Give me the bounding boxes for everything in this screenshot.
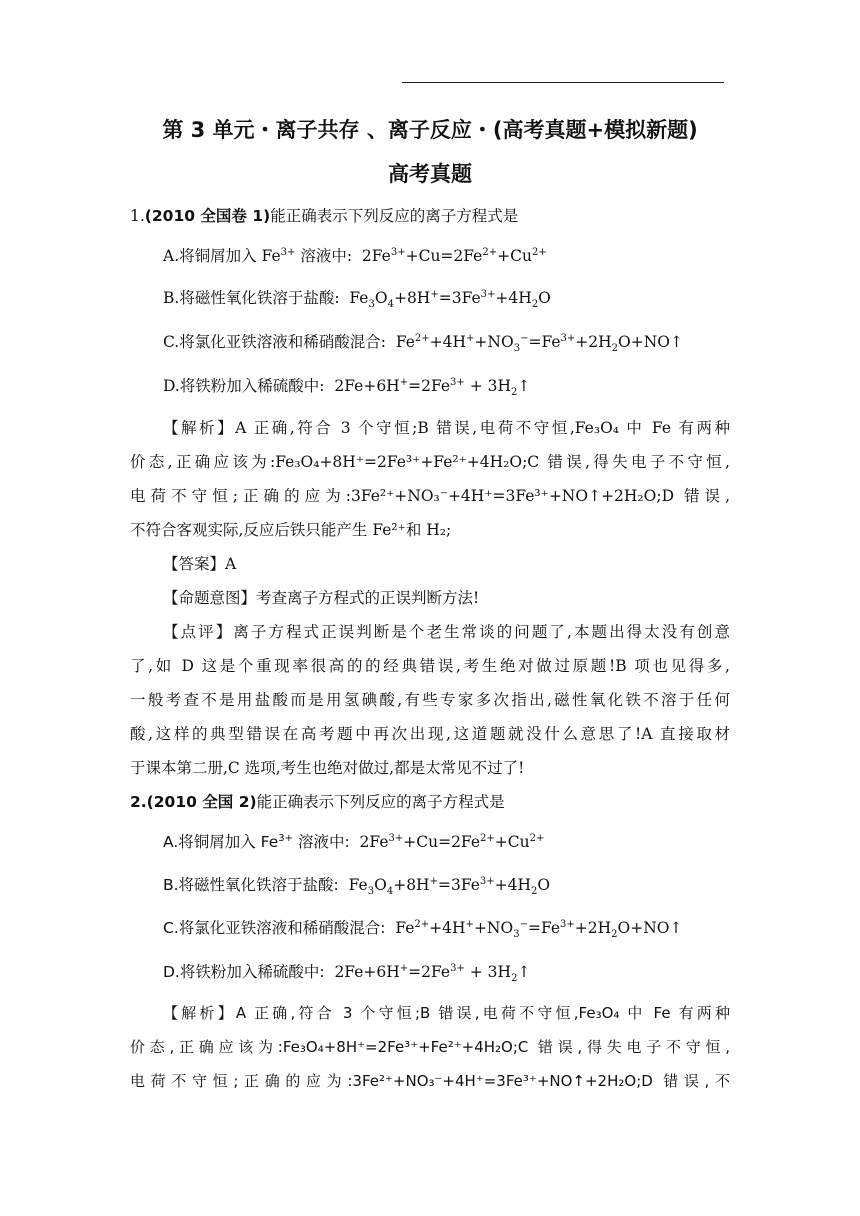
- question-1-source: (2010 全国卷 1): [144, 207, 271, 225]
- q2-option-a: A.将铜屑加入 $Fe^{3+}$ 溶液中: $2Fe^{3+}+Cu=2Fe^{2+}+Cu^{2+}$: [163, 832, 545, 851]
- header-rule: [402, 82, 724, 83]
- q1-option-b-label: B.将磁性氧化铁溶于盐酸:: [163, 289, 340, 307]
- q1-comment-line-5: 于课本第二册,C 选项,考生也绝对做过,都是太常见不过了!: [130, 759, 525, 777]
- q2-option-b: B.将磁性氧化铁溶于盐酸: $Fe_3O_4+8H^+=3Fe^{3+}+4H_2O$: [163, 875, 551, 898]
- question-2-source: 2.(2010 全国 2): [130, 793, 257, 811]
- q1-option-d-label: D.将铁粉加入稀硫酸中:: [163, 377, 325, 395]
- q1-intent: 【命题意图】考查离子方程式的正误判断方法!: [163, 589, 480, 607]
- q1-comment-line-4: 酸,这样的典型错误在高考题中再次出现,这道题就没什么意思了!A 直接取材: [130, 725, 730, 743]
- q1-comment-line-1: 【点评】离子方程式正误判断是个老生常谈的问题了,本题出得太没有创意: [163, 623, 730, 641]
- q1-comment-line-2: 了,如 D 这是个重现率很高的的经典错误,考生绝对做过原题!B 项也见得多,: [130, 657, 730, 675]
- q2-option-d-label: D.将铁粉加入稀硫酸中:: [163, 963, 325, 981]
- q2-option-a-label: A.将铜屑加入 Fe: [163, 833, 279, 851]
- q1-option-a-mid: 溶液中:: [295, 247, 353, 265]
- q1-answer: 【答案】A: [163, 555, 237, 573]
- q1-analysis-line-1: 【解析】A 正确,符合 3 个守恒;B 错误,电荷不守恒,Fe₃O₄ 中 Fe 有两种: [163, 419, 730, 437]
- q2-option-c: C.将氯化亚铁溶液和稀硝酸混合: $Fe^{2+}+4H^++NO_3^-=Fe^{3+}+2H_2O+NO↑$: [163, 918, 683, 941]
- question-2-stem: 能正确表示下列反应的离子方程式是: [256, 793, 505, 811]
- q1-analysis-line-4: 不符合客观实际,反应后铁只能产生 Fe²⁺和 H₂;: [130, 521, 452, 539]
- q1-analysis-line-3: 电荷不守恒;正确的应为:3Fe²⁺+NO₃⁻+4H⁺=3Fe³⁺+NO↑+2H₂O;D 错误,: [130, 487, 730, 505]
- q1-analysis-line-2: 价态,正确应该为:Fe₃O₄+8H⁺=2Fe³⁺+Fe²⁺+4H₂O;C 错误,得失电子不守恒,: [130, 453, 730, 471]
- q1-option-a-label: A.将铜屑加入 Fe: [163, 247, 281, 265]
- q1-option-c: C.将氯化亚铁溶液和稀硝酸混合: $Fe^{2+}+4H^++NO_3^-=Fe^{3+}+2H_2O+NO↑$: [163, 332, 683, 355]
- question-1-header: [130, 204, 518, 226]
- q2-analysis-line-1: 【解析】A 正确,符合 3 个守恒;B 错误,电荷不守恒,Fe₃O₄ 中 Fe 有两种: [163, 1004, 730, 1022]
- q2-option-d: D.将铁粉加入稀硫酸中: $2Fe+6H^+=2Fe^{3+}$ + $3H_2↑$: [163, 962, 531, 985]
- page-title: 第 3 单元・离子共存 、离子反应・(高考真题+模拟新题): [162, 118, 698, 142]
- q2-option-c-label: C.将氯化亚铁溶液和稀硝酸混合:: [163, 919, 386, 937]
- q1-comment-line-3: 一般考查不是用盐酸而是用氢碘酸,有些专家多次指出,磁性氧化铁不溶于任何: [130, 691, 730, 709]
- q1-option-a: A.将铜屑加入 $Fe^{3+}$ 溶液中: $2Fe^{3+}+Cu=2Fe^{2+}+Cu^{2+}$: [163, 246, 547, 265]
- q2-analysis-line-2: 价态,正确应该为:Fe₃O₄+8H⁺=2Fe³⁺+Fe²⁺+4H₂O;C 错误,得失电子不守恒,: [130, 1038, 730, 1056]
- q1-option-c-label: C.将氯化亚铁溶液和稀硝酸混合:: [163, 333, 386, 351]
- q2-analysis-line-3: 电荷不守恒;正确的应为:3Fe²⁺+NO₃⁻+4H⁺=3Fe³⁺+NO↑+2H₂O;D 错误,不: [130, 1072, 730, 1090]
- q1-option-d: D.将铁粉加入稀硫酸中: $2Fe+6H^+=2Fe^{3+}$ + $3H_2↑$: [163, 376, 531, 399]
- question-1-stem: 能正确表示下列反应的离子方程式是: [270, 207, 519, 225]
- section-title: 高考真题: [388, 162, 472, 186]
- question-1-number: 1.: [130, 207, 145, 225]
- q2-option-b-label: B.将磁性氧化铁溶于盐酸:: [163, 876, 339, 894]
- q2-option-a-mid: 溶液中:: [293, 833, 350, 851]
- question-2-header: [130, 790, 505, 812]
- q1-option-b: B.将磁性氧化铁溶于盐酸: $Fe_3O_4+8H^+=3Fe^{3+}+4H_2O$: [163, 288, 551, 311]
